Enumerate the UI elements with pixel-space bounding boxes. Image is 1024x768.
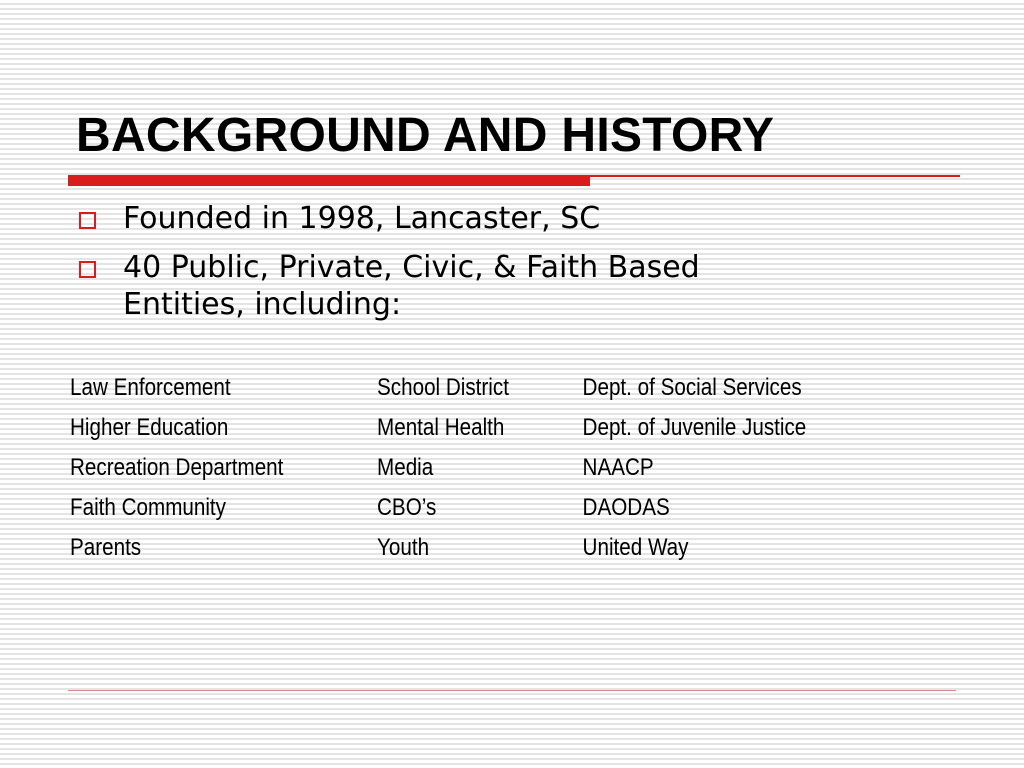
table-cell: CBO’s xyxy=(377,494,437,521)
title-underline-thin xyxy=(590,175,960,177)
table-cell: Media xyxy=(377,454,434,481)
bullet-text-line1: 40 Public, Private, Civic, & Faith Based xyxy=(123,250,700,285)
bullet-list xyxy=(76,200,976,335)
table-cell: Higher Education xyxy=(70,414,229,441)
bullet-item-entities xyxy=(76,249,976,323)
table-cell: DAODAS xyxy=(582,494,670,521)
table-row xyxy=(70,368,866,408)
table-row xyxy=(70,528,866,568)
table-row xyxy=(70,488,866,528)
table-cell: Mental Health xyxy=(377,414,505,441)
table-cell: Parents xyxy=(70,534,142,561)
table-row xyxy=(70,448,866,488)
bullet-text-line2: Entities, including: xyxy=(123,287,402,322)
square-bullet-icon xyxy=(79,261,96,278)
square-bullet-icon xyxy=(79,212,96,229)
table-cell: United Way xyxy=(582,534,689,561)
bullet-item-founded xyxy=(76,200,976,237)
table-row xyxy=(70,408,866,448)
table-cell: Faith Community xyxy=(70,494,226,521)
table-cell: Dept. of Juvenile Justice xyxy=(582,414,807,441)
bullet-text: Founded in 1998, Lancaster, SC xyxy=(123,201,601,236)
table-cell: School District xyxy=(377,374,509,401)
title-underline-thick xyxy=(68,175,590,186)
table-cell: Recreation Department xyxy=(70,454,284,481)
footer-divider xyxy=(68,690,956,691)
slide-title: BACKGROUND AND HISTORY xyxy=(76,109,775,162)
table-cell: Law Enforcement xyxy=(70,374,231,401)
entities-table xyxy=(70,368,866,568)
table-cell: Youth xyxy=(377,534,430,561)
table-cell: NAACP xyxy=(582,454,654,481)
table-cell: Dept. of Social Services xyxy=(582,374,802,401)
